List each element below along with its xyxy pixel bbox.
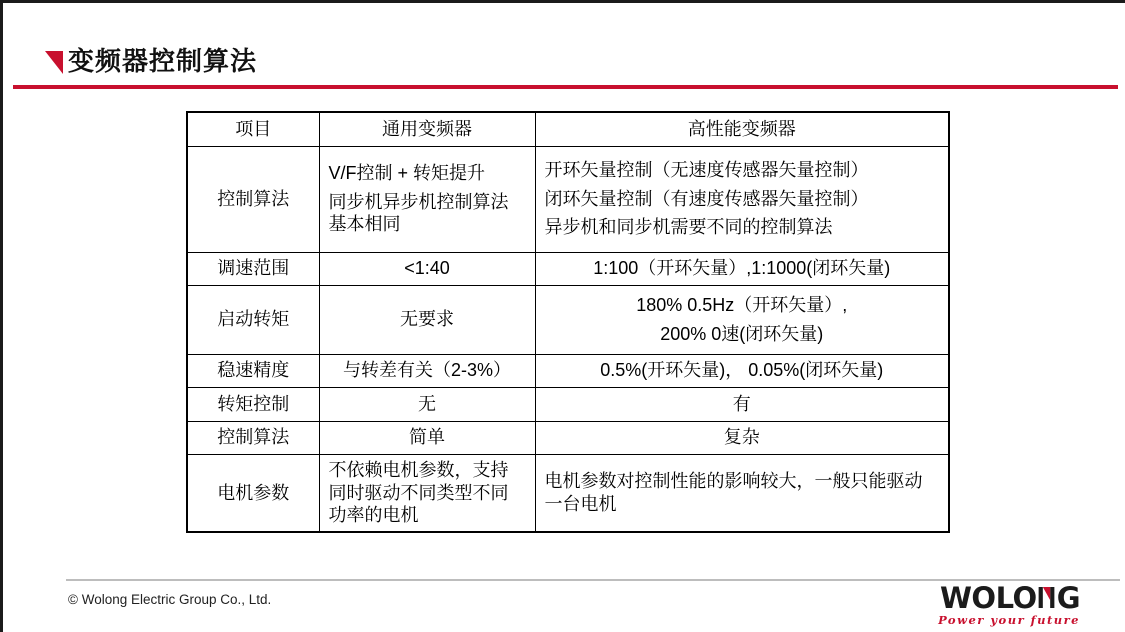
cell-paragraph: 1:100（开环矢量）,1:1000(闭环矢量) bbox=[593, 258, 891, 279]
cell-paragraph: 无要求 bbox=[400, 309, 454, 330]
cell-paragraph: 开环矢量控制（无速度传感器矢量控制） bbox=[544, 160, 869, 181]
general-inverter-cell bbox=[319, 421, 535, 454]
logo-wordmark bbox=[938, 581, 1080, 615]
cell-paragraph: 电机参数对控制性能的影响较大，一般只能驱动一台电机 bbox=[544, 471, 923, 514]
item-cell: 稳速精度 bbox=[187, 354, 319, 387]
cell-paragraph: 200% 0速(闭环矢量) bbox=[660, 323, 824, 344]
item-cell: 电机参数 bbox=[187, 454, 319, 532]
high-performance-inverter-cell bbox=[535, 146, 949, 252]
logo-text-right: G bbox=[1056, 581, 1080, 615]
logo-tagline: Power your future bbox=[938, 613, 1080, 627]
general-inverter-cell bbox=[319, 146, 535, 252]
high-performance-inverter-cell bbox=[535, 421, 949, 454]
table-row bbox=[187, 421, 949, 454]
table-row bbox=[187, 146, 949, 252]
cell-paragraph: 与转差有关（2-3%） bbox=[342, 360, 512, 381]
general-inverter-cell bbox=[319, 354, 535, 387]
cell-paragraph: 异步机和同步机需要不同的控制算法 bbox=[544, 217, 833, 238]
cell-paragraph: 180% 0.5Hz（开环矢量）, bbox=[636, 295, 848, 315]
wolong-logo bbox=[938, 581, 1080, 627]
red-wedge-icon bbox=[45, 51, 63, 74]
general-inverter-cell bbox=[319, 454, 535, 532]
high-performance-inverter-cell bbox=[535, 354, 949, 387]
cell-paragraph: <1:40 bbox=[404, 258, 450, 279]
high-performance-inverter-cell bbox=[535, 252, 949, 285]
title-underline bbox=[13, 85, 1118, 89]
comparison-table bbox=[186, 111, 950, 533]
table-row bbox=[187, 285, 949, 354]
table-row bbox=[187, 354, 949, 387]
cell-paragraph: 复杂 bbox=[723, 427, 760, 448]
high-performance-inverter-cell bbox=[535, 387, 949, 421]
table-row bbox=[187, 252, 949, 285]
cell-paragraph: 闭环矢量控制（有速度传感器矢量控制） bbox=[544, 188, 869, 209]
item-cell: 转矩控制 bbox=[187, 387, 319, 421]
page-title: 变频器控制算法 bbox=[68, 46, 258, 76]
table-row bbox=[187, 387, 949, 421]
item-cell: 控制算法 bbox=[187, 421, 319, 454]
cell-paragraph: 有 bbox=[732, 393, 751, 414]
item-cell: 控制算法 bbox=[187, 146, 319, 252]
general-inverter-cell bbox=[319, 387, 535, 421]
table-row bbox=[187, 454, 949, 532]
column-header: 通用变频器 bbox=[319, 112, 535, 146]
item-cell: 调速范围 bbox=[187, 252, 319, 285]
cell-paragraph: 0.5%(开环矢量)， 0.05%(闭环矢量) bbox=[600, 360, 884, 381]
general-inverter-cell bbox=[319, 285, 535, 354]
table-header-row bbox=[187, 112, 949, 146]
cell-paragraph: 不依赖电机参数，支持同时驱动不同类型不同功率的电机 bbox=[328, 460, 509, 525]
high-performance-inverter-cell bbox=[535, 285, 949, 354]
copyright-text: © Wolong Electric Group Co., Ltd. bbox=[68, 592, 272, 607]
table-body bbox=[187, 146, 949, 532]
column-header: 高性能变频器 bbox=[535, 112, 949, 146]
slide-header bbox=[45, 47, 257, 76]
item-cell: 启动转矩 bbox=[187, 285, 319, 354]
logo-n-icon bbox=[1037, 587, 1056, 608]
high-performance-inverter-cell bbox=[535, 454, 949, 532]
cell-paragraph: 无 bbox=[418, 393, 436, 414]
cell-paragraph: 同步机异步机控制算法基本相同 bbox=[328, 191, 509, 235]
general-inverter-cell bbox=[319, 252, 535, 285]
table-container bbox=[186, 111, 950, 533]
cell-paragraph: V/F控制 + 转矩提升 bbox=[328, 163, 486, 184]
column-header: 项目 bbox=[187, 112, 319, 146]
cell-paragraph: 简单 bbox=[409, 427, 445, 448]
logo-text-left: WOLO bbox=[939, 581, 1037, 615]
